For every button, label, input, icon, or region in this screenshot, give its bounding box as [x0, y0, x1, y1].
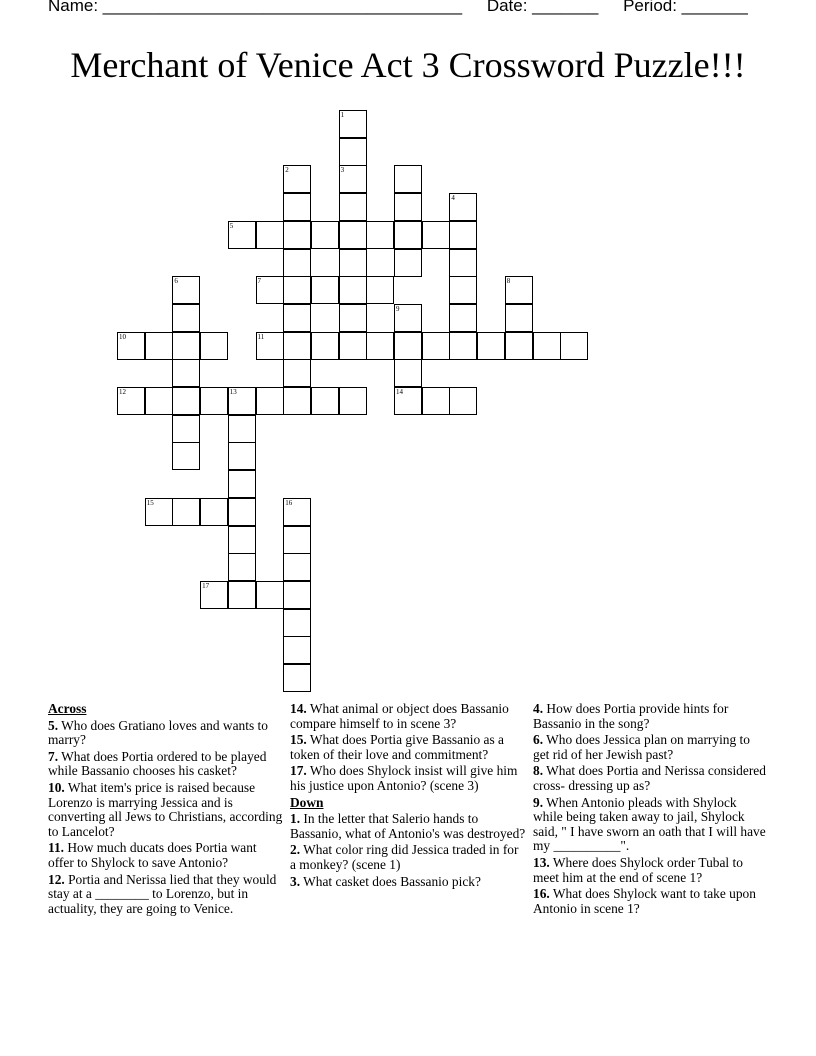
- grid-cell[interactable]: [256, 332, 284, 360]
- grid-cell[interactable]: [283, 221, 311, 249]
- name-field[interactable]: Name: ______________________________________: [48, 0, 463, 15]
- clue-across-10: 10. What item's price is raised because Lorenzo is marrying Jessica and is converting all Jews to Christians, according to Lancelot?: [48, 779, 283, 839]
- grid-cell[interactable]: [256, 276, 284, 304]
- grid-cell[interactable]: [283, 636, 311, 664]
- clue-across-12: 12. Portia and Nerissa lied that they would stay at a ________ to Lorenzo, but in actuality, they are going to Venice.: [48, 871, 277, 916]
- grid-cell[interactable]: [283, 193, 311, 221]
- clue-number: 8: [506, 277, 511, 286]
- grid-cell[interactable]: [394, 359, 422, 387]
- period-field[interactable]: Period: _______: [623, 0, 748, 15]
- clues-column-3: [533, 702, 769, 918]
- grid-cell[interactable]: [311, 332, 339, 360]
- grid-cell[interactable]: [394, 221, 422, 249]
- grid-cell[interactable]: [283, 304, 311, 332]
- grid-cell[interactable]: [256, 581, 284, 609]
- grid-cell[interactable]: [172, 276, 200, 304]
- grid-cell[interactable]: [283, 276, 311, 304]
- grid-cell[interactable]: [117, 332, 145, 360]
- grid-cell[interactable]: [422, 221, 450, 249]
- clue-down-9: 9. When Antonio pleads with Shylock while being taken away to jail, Shylock said, " I have sworn an oath that I will have my __________".: [533, 794, 766, 854]
- grid-cell[interactable]: [172, 387, 200, 415]
- grid-cell[interactable]: [200, 498, 228, 526]
- grid-cell[interactable]: [200, 332, 228, 360]
- clue-number: 9: [396, 304, 400, 313]
- grid-cell[interactable]: [339, 110, 367, 138]
- grid-cell[interactable]: [172, 332, 200, 360]
- grid-cell[interactable]: [339, 193, 367, 221]
- grid-cell[interactable]: [283, 165, 311, 193]
- down-heading: Down: [290, 794, 324, 810]
- grid-cell[interactable]: [172, 498, 200, 526]
- grid-cell[interactable]: [560, 332, 588, 360]
- clue-number: 4: [451, 194, 455, 203]
- grid-cell[interactable]: [505, 304, 533, 332]
- grid-cell[interactable]: [339, 332, 367, 360]
- grid-cell[interactable]: [449, 221, 477, 249]
- clue-down-2: 2. What color ring did Jessica traded in for a monkey? (scene 1): [290, 842, 519, 872]
- clue-across-14: 14. What animal or object does Bassanio compare himself to in scene 3?: [290, 701, 509, 731]
- grid-cell[interactable]: [283, 609, 311, 637]
- grid-cell[interactable]: [339, 221, 367, 249]
- grid-cell[interactable]: [228, 221, 256, 249]
- grid-cell[interactable]: [256, 387, 284, 415]
- grid-cell[interactable]: [449, 304, 477, 332]
- grid-cell[interactable]: [394, 332, 422, 360]
- grid-cell[interactable]: [283, 526, 311, 554]
- clue-number: 10: [119, 332, 126, 341]
- grid-cell[interactable]: [339, 387, 367, 415]
- grid-cell[interactable]: [228, 415, 256, 443]
- clue-number: 11: [257, 332, 265, 341]
- grid-cell[interactable]: [283, 359, 311, 387]
- grid-cell[interactable]: [366, 332, 394, 360]
- grid-cell[interactable]: [339, 138, 367, 166]
- grid-cell[interactable]: [200, 581, 228, 609]
- grid-cell[interactable]: [366, 276, 394, 304]
- grid-cell[interactable]: [145, 332, 173, 360]
- grid-cell[interactable]: [172, 442, 200, 470]
- grid-cell[interactable]: [394, 304, 422, 332]
- grid-cell[interactable]: [228, 442, 256, 470]
- grid-cell[interactable]: [256, 221, 284, 249]
- grid-cell[interactable]: [283, 664, 311, 692]
- grid-cell[interactable]: [172, 304, 200, 332]
- grid-cell[interactable]: [505, 332, 533, 360]
- grid-cell[interactable]: [172, 415, 200, 443]
- clue-down-13: 13. Where does Shylock order Tubal to meet him at the end of scene 1?: [533, 854, 743, 885]
- grid-cell[interactable]: [145, 498, 173, 526]
- grid-cell[interactable]: [477, 332, 505, 360]
- grid-cell[interactable]: [422, 387, 450, 415]
- clue-number: 5: [229, 221, 234, 230]
- grid-cell[interactable]: [283, 498, 311, 526]
- clues-column-1: [48, 702, 284, 918]
- grid-cell[interactable]: [449, 249, 477, 277]
- clue-across-7: 7. What does Portia ordered to be played while Bassanio chooses his casket?: [48, 748, 267, 779]
- grid-cell[interactable]: [283, 387, 311, 415]
- clue-across-5: 5. Who does Gratiano loves and wants to marry?: [48, 717, 268, 748]
- page-title: Merchant of Venice Act 3 Crossword Puzzle!!!: [70, 45, 746, 85]
- grid-cell[interactable]: [394, 387, 422, 415]
- grid-cell[interactable]: [228, 498, 256, 526]
- clue-down-4: 4. How does Portia provide hints for Bassanio in the song?: [533, 701, 729, 731]
- grid-cell[interactable]: [283, 249, 311, 277]
- clue-across-17: 17. Who does Shylock insist will give him his justice upon Antonio? (scene 3): [290, 763, 518, 793]
- grid-cell[interactable]: [311, 276, 339, 304]
- grid-cell[interactable]: [228, 553, 256, 581]
- clue-number: 1: [340, 111, 345, 119]
- clue-down-6: 6. Who does Jessica plan on marrying to get rid of her Jewish past?: [533, 732, 750, 762]
- grid-cell[interactable]: [311, 387, 339, 415]
- grid-cell[interactable]: [505, 276, 533, 304]
- grid-cell[interactable]: [394, 193, 422, 221]
- grid-cell[interactable]: [172, 359, 200, 387]
- grid-cell[interactable]: [228, 526, 256, 554]
- clue-number: 13: [229, 388, 237, 396]
- grid-cell[interactable]: [200, 387, 228, 415]
- grid-cell[interactable]: [117, 387, 145, 415]
- grid-cell[interactable]: [366, 221, 394, 249]
- grid-cell[interactable]: [283, 581, 311, 609]
- grid-cell[interactable]: [228, 470, 256, 498]
- grid-cell[interactable]: [283, 332, 311, 360]
- grid-cell[interactable]: [311, 221, 339, 249]
- clue-across-11: 11. How much ducats does Portia want offer to Shylock to save Antonio?: [48, 840, 257, 870]
- clue-number: 14: [396, 388, 403, 396]
- grid-cell[interactable]: [449, 276, 477, 304]
- grid-cell[interactable]: [449, 193, 477, 221]
- clue-number: 17: [202, 581, 210, 590]
- grid-cell[interactable]: [228, 387, 256, 415]
- grid-cell[interactable]: [339, 276, 367, 304]
- clues-column-2: [290, 702, 526, 891]
- grid-cell[interactable]: [283, 553, 311, 581]
- clue-down-1: 1. In the letter that Salerio hands to Bassanio, what of Antonio's was destroyed?: [290, 811, 526, 841]
- clue-number: 3: [340, 166, 345, 175]
- clue-number: 12: [119, 388, 126, 396]
- clue-down-8: 8. What does Portia and Nerissa considered cross- dressing up as?: [533, 763, 766, 793]
- grid-cell[interactable]: [228, 581, 256, 609]
- clue-number: 15: [146, 498, 154, 507]
- clue-number: 7: [257, 277, 261, 286]
- grid-cell[interactable]: [339, 304, 367, 332]
- clue-across-15: 15. What does Portia give Bassanio as a token of their love and commitment?: [290, 732, 504, 762]
- grid-cell[interactable]: [145, 387, 173, 415]
- across-heading: Across: [48, 701, 87, 716]
- grid-cell[interactable]: [422, 332, 450, 360]
- grid-cell[interactable]: [533, 332, 561, 360]
- grid-cell[interactable]: [394, 249, 422, 277]
- grid-cell[interactable]: [339, 165, 367, 193]
- clue-down-3: 3. What casket does Bassanio pick?: [290, 873, 481, 889]
- date-field[interactable]: Date: _______: [486, 0, 599, 15]
- grid-cell[interactable]: [449, 387, 477, 415]
- clue-down-16: 16. What does Shylock want to take upon Antonio in scene 1?: [533, 886, 756, 916]
- clue-number: 6: [174, 277, 178, 286]
- grid-cell[interactable]: [339, 249, 367, 277]
- grid-cell[interactable]: [394, 165, 422, 193]
- clue-number: 16: [285, 498, 293, 507]
- grid-cell[interactable]: [449, 332, 477, 360]
- clue-number: 2: [285, 166, 289, 175]
